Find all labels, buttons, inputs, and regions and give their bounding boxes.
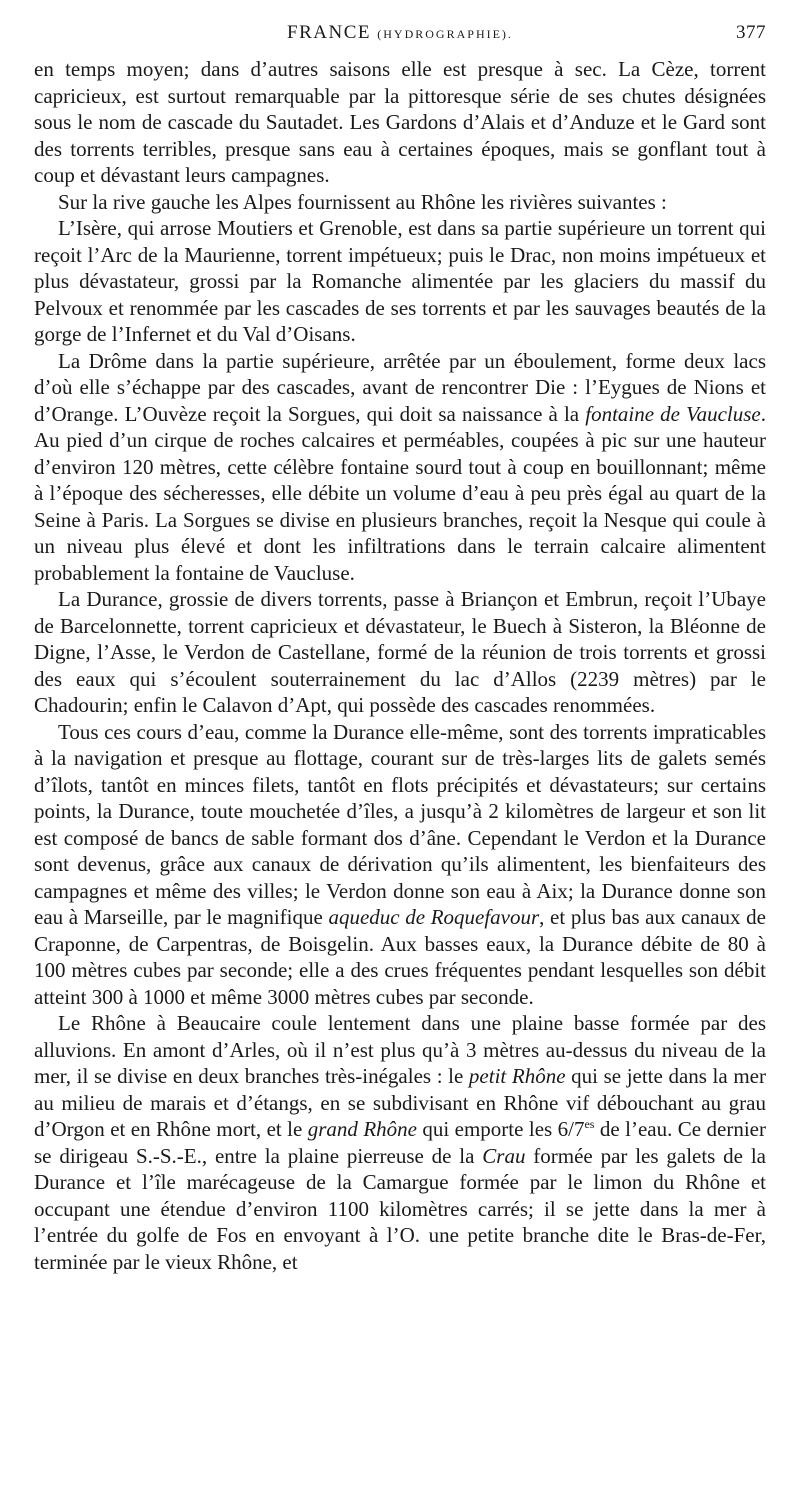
paragraph-text: La Durance, grossie de divers torrents, passe à Briançon et Embrun, reçoit l’Ubaye de Barcelonnette, torrent capricieux et dévastateur, le Buech à Sisteron, la Bléonne de Digne, l’Asse, le Verdon de Castellane, formé de la réunion de trois torrents et grossi des eaux qui s’écoulent souterrainement du lac d’Allos (2239 mètres) par le Chadourin; enfin le Calavon d’Apt, qui possède des cascades renommées. (34, 587, 766, 717)
running-head-title (287, 22, 513, 44)
italic-text: grand Rhône (307, 1117, 417, 1141)
paragraph-text: Sur la rive gauche les Alpes fournissent au Rhône les rivières suivantes : (58, 189, 667, 214)
superscript-text: es (584, 1117, 595, 1131)
body-text (34, 56, 766, 1275)
paragraph-text: Le Rhône à Beaucaire coule lentement dans une plaine basse formée par des alluvions. En amont d’Arles, où il n’est plus qu’à 3 mètres au-dessus du niveau de la mer, il se divise en deux branches très-inégales : le (34, 1011, 766, 1088)
paragraph (34, 189, 766, 216)
paragraph-text: . Au pied d’un cirque de roches calcaires et perméables, coupées à pic sur une hauteur d’environ 120 mètres, cette célèbre fontaine sourd tout à coup en bouillonnant; même à l’époque des sécheresses, elle débite un volume d’eau à peu près égal au quart de la Seine à Paris. La Sorgues se divise en plusieurs branches, reçoit la Nesque qui coule à un niveau plus élevé et dont les infiltrations dans le terrain calcaire alimentent probablement la fontaine de Vaucluse. (34, 401, 767, 585)
paragraph-text: Tous ces cours d’eau, comme la Durance elle-même, sont des torrents impraticables à la navigation et presque au flottage, courant sur de très-larges lits de galets semés d’îlots, tantôt en minces filets, tantôt en flots précipités et dévastateurs; sur certains points, la Durance, toute mouchetée d’îles, a jusqu’à 2 kilomètres de largeur et son lit est composé de bancs de sable formant dos d’âne. Cependant le Verdon et la Durance sont devenus, grâce aux canaux de dérivation qu’ils alimentent, les bienfaiteurs des campagnes et même des villes; le Verdon donne son eau à Aix; la Durance donne son eau à Marseille, par le magnifique (34, 719, 766, 929)
page-number: 377 (736, 22, 766, 43)
paragraph-text: en temps moyen; dans d’autres saisons elle est presque à sec. La Cèze, torrent capricieux, est surtout remarquable par la pittoresque série de ses chutes désignées sous le nom de cascade du Sautadet. Les Gardons d’Alais et d’Anduze et le Gard sont des torrents terribles, presque sans eau à certaines époques, mais se gonflant tout à coup et dévastant leurs campagnes. (34, 57, 766, 187)
italic-text: fontaine de Vaucluse (585, 401, 761, 426)
paragraph-text: , et plus bas aux canaux de Craponne, de Carpentras, de Boisgelin. Aux basses eaux, la Durance débite de 80 à 100 mètres cubes par seconde; elle a des crues fréquentes pendant lesquelles son débit atteint 300 à 1000 et même 3000 mètres cubes par seconde. (34, 905, 766, 1009)
paragraph-text: qui emporte les 6/7 (416, 1117, 585, 1141)
paragraph (34, 586, 766, 719)
paragraph (34, 1010, 766, 1275)
italic-text: Crau (482, 1143, 526, 1168)
paragraph-text: de l’eau. Ce dernier se dirigeau S.-S.-E., entre la plaine pierreuse de la (34, 1117, 766, 1168)
paragraph-text: formée par les galets de la Durance et l’île marécageuse de la Camargue formée par le limon du Rhône et occupant une étendue d’environ 1100 kilomètres carrés; il se jette dans la mer à l’entrée du golfe de Fos en envoyant à l’O. une petite branche dite le Bras-de-Fer, terminée par le vieux Rhône, et (34, 1143, 766, 1274)
header-title: FRANCE (287, 22, 372, 43)
paragraph (34, 719, 766, 1011)
header-subtitle: (HYDROGRAPHIE). (377, 27, 513, 41)
running-head (34, 22, 766, 52)
paragraph (34, 215, 766, 348)
paragraph (34, 348, 766, 587)
page (34, 22, 766, 1275)
paragraph-text: qui se jette dans la mer au milieu de marais et d’étangs, en se subdivisant en Rhône vif débouchant au grau d’Orgon et en Rhône mort, et le (34, 1064, 766, 1141)
paragraph-text: L’Isère, qui arrose Moutiers et Grenoble, est dans sa partie supérieure un torrent qui reçoit l’Arc de la Maurienne, torrent impétueux; puis le Drac, non moins impétueux et plus dévastateur, grossi par la Romanche alimentée par les glaciers du massif du Pelvoux et renommée par les cascades de ses torrents et par les sauvages beautés de la gorge de l’Infernet et du Val d’Oisans. (34, 216, 766, 346)
paragraph-text: La Drôme dans la partie supérieure, arrêtée par un éboulement, forme deux lacs d’où elle s’échappe par des cascades, avant de rencontrer Die : l’Eygues de Nions et d’Orange. L’Ouvèze reçoit la Sorgues, qui doit sa naissance à la (34, 348, 766, 426)
italic-text: petit Rhône (468, 1064, 566, 1088)
italic-text: aqueduc de Roquefavour (328, 905, 540, 929)
paragraph (34, 56, 766, 189)
